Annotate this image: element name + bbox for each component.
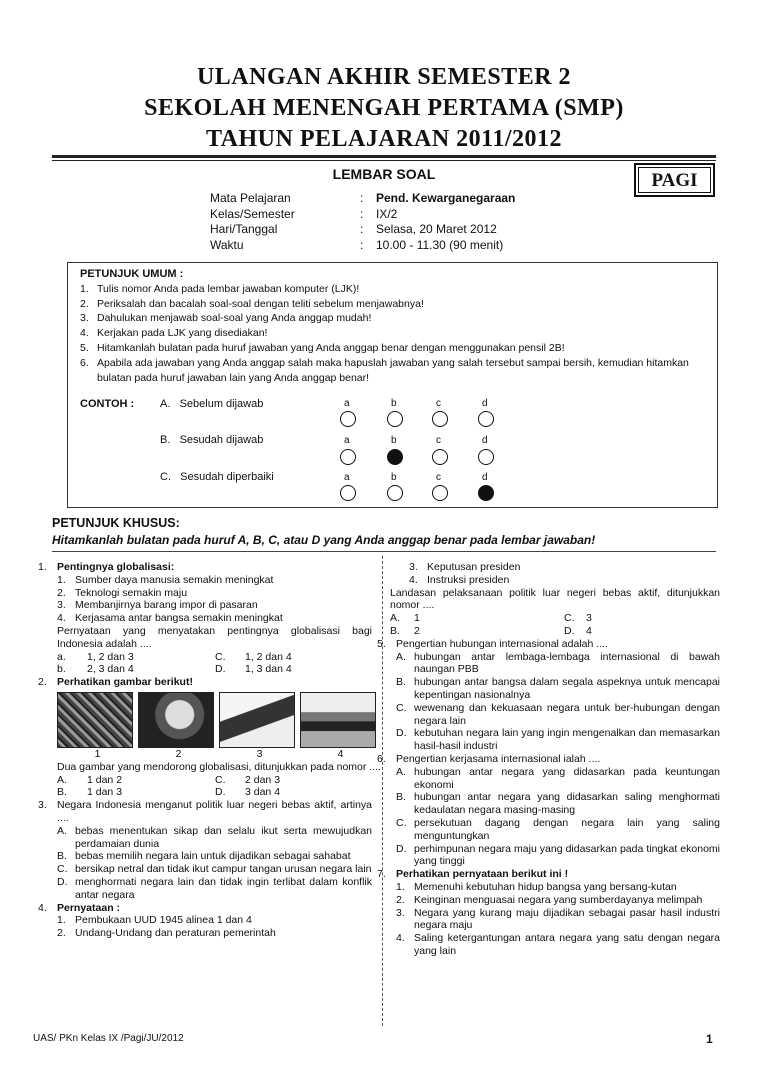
option-letter: b. [57,663,66,676]
answer-option [396,676,720,702]
answer-bubble-empty [340,485,356,501]
info-value: Pend. Kewarganegaraan [376,191,516,205]
option-text: wewenang dan kekuasaan negara untuk ber-hubungan dengan negara lain [414,701,720,727]
option-text: 4 [586,624,592,637]
info-colon: : [360,222,364,236]
answer-option [57,850,372,863]
example-letter: B. [160,434,171,446]
special-instructions-text: Hitamkanlah bulatan pada huruf A, B, C, atau D yang Anda anggap benar pada lembar jawaban! [52,533,596,547]
answer-option [57,876,372,902]
info-row [210,238,515,254]
answer-option [396,791,720,817]
questions-left-column [38,561,381,940]
contoh-label: CONTOH : [80,398,135,410]
session-badge [634,163,715,197]
option-text: 1, 2 dan 4 [245,650,292,663]
question-number: 3. [38,799,47,812]
answer-option [57,825,372,851]
option-letter: A. [57,824,67,837]
photo-numbers [57,748,381,761]
example-row-a [80,398,134,411]
option-text: 1 dan 3 [87,786,123,799]
info-value: Selasa, 20 Maret 2012 [376,222,497,236]
instruction-item [80,326,705,341]
option-text: bebas menentukan sikap dan selalu ikut serta mewujudkan perdamaian dunia [75,824,372,850]
option-text: 2, 3 dan 4 [87,663,134,676]
info-colon: : [360,237,364,252]
special-instructions-divider [52,551,716,552]
instruction-number: 1. [80,282,89,295]
statement-number: 3. [409,561,418,573]
info-row [210,191,515,207]
statement-item [57,599,372,612]
question-3 [38,799,372,901]
answer-bubble-filled [478,485,494,501]
question-stem: Dua gambar yang mendorong globalisasi, ditunjukkan pada nomor .... [57,760,381,773]
statement-item [57,927,372,940]
info-row [210,207,515,223]
statement-text: Negara yang kurang maju dijadikan sebagai pasar hasil industri negara maju [414,906,720,932]
option-letter: C. [396,701,407,714]
statement-number: 1. [396,880,405,893]
option-letter: A. [396,765,406,778]
statement-text: Keinginan menguasai negara yang sumberdayanya melimpah [414,893,703,906]
statement-text: Teknologi semakin maju [75,586,188,599]
answer-options [57,651,372,677]
option-letter: D. [215,663,226,676]
question-number: 4. [38,901,47,914]
exam-info [210,191,515,253]
option-letter-d: d [482,435,488,446]
instruction-text: Hitamkanlah bulatan pada huruf jawaban yang Anda anggap benar dengan menggunakan pensil 2B! [97,341,565,354]
answer-bubble-empty [387,485,403,501]
statement-number: 1. [57,914,66,927]
info-colon: : [360,206,364,221]
option-text: bebas memilih negara lain untuk dijadikan sebagai sahabat [75,850,351,863]
question-title: Perhatikan gambar berikut! [57,676,193,689]
statement-number: 2. [57,927,66,940]
instruction-text: Kerjakan pada LJK yang disediakan! [97,327,268,340]
option-letter: D. [396,727,407,740]
header-divider-thin [52,160,716,161]
question-4 [38,902,372,940]
photo-number: 3 [256,747,263,760]
option-letter: D. [57,875,68,888]
question-stem: Pengertian hubungan internasional adalah .... [396,637,608,650]
option-letter-a: a [344,435,350,446]
special-instructions-title: PETUNJUK KHUSUS: [52,516,180,530]
option-letter-c: c [436,472,441,483]
option-letter: D. [564,624,575,637]
option-text: 1 [414,612,420,625]
instruction-number: 2. [80,297,89,310]
option-text: 1 dan 2 [87,773,123,786]
option-letter-a: a [344,472,350,483]
info-colon: : [360,191,364,205]
option-letter: A. [396,650,406,663]
question-5 [377,638,720,753]
instruction-number: 6. [80,356,89,369]
statement-number: 3. [57,599,66,612]
answer-bubble-empty [478,449,494,465]
option-text: 3 dan 4 [245,786,281,799]
statement-text: Pembukaan UUD 1945 alinea 1 dan 4 [75,914,252,927]
statement-number: 2. [57,586,66,599]
option-letter: B. [390,624,400,637]
general-instructions-list [80,282,705,386]
option-letter-b: b [391,398,397,409]
option-text: 3 [586,612,592,625]
statement-text: Membanjirnya barang impor di pasaran [75,599,258,612]
question-4-continued [390,561,720,587]
info-key: Waktu [210,237,244,252]
option-letter: D. [215,786,226,799]
questions-right-column [377,561,720,958]
statement-item [57,914,372,927]
answer-option [396,651,720,677]
answer-bubble-empty [432,485,448,501]
answer-option [396,817,720,843]
photo-number: 4 [337,747,344,760]
statement-number: 1. [57,573,66,586]
statement-item [57,574,372,587]
option-text: persekutuan dagang dengan negara lain yang saling menguntungkan [414,816,720,842]
statement-item [409,561,720,574]
question-6 [377,753,720,868]
question-number: 5. [377,637,386,650]
statement-item [409,574,720,587]
instruction-text: Apabila ada jawaban yang Anda anggap salah maka hapuslah jawaban yang salah tersebut sampai bersih, kemudian hitamkan bulatan pada huruf jawaban lain yang Anda anggap benar! [97,356,689,384]
statement-number: 4. [409,573,418,586]
statement-number: 4. [396,932,405,945]
session-badge-label: PAGI [638,167,711,193]
question-number: 7. [377,868,386,881]
statement-text: Kerjasama antar bangsa semakin meningkat [75,612,283,625]
option-letter: B. [396,791,406,804]
instruction-item [80,297,705,312]
example-b-text [160,434,263,447]
general-instructions-title: PETUNJUK UMUM : [80,268,184,280]
answer-options [57,774,381,800]
option-text: 1, 2 dan 3 [87,650,134,663]
answer-bubble-empty [387,411,403,427]
question-number: 2. [38,676,47,689]
answer-option [396,843,720,869]
answer-bubble-empty [340,449,356,465]
instruction-number: 5. [80,341,89,354]
answer-bubble-empty [340,411,356,427]
info-key: Hari/Tanggal [210,222,278,236]
instruction-item [80,341,705,356]
instruction-item [80,282,705,297]
example-c-text [160,471,274,484]
answer-bubble-empty [432,411,448,427]
statement-item [396,894,720,907]
answer-option [396,766,720,792]
statement-text: Keputusan presiden [427,561,521,573]
option-text: hubungan antar bangsa dalam segala aspeknya untuk mencapai kepentingan nasionalnya [414,676,720,701]
option-letter-c: c [436,435,441,446]
statement-item [396,881,720,894]
example-label: Sesudah dijawab [179,434,264,446]
option-letter: C. [564,612,575,625]
header-divider-thick [52,155,716,158]
option-letter: C. [57,863,68,876]
answer-option [396,702,720,728]
statement-item [396,907,720,933]
question-stem: Negara Indonesia menganut politik luar negeri bebas aktif, artinya .... [57,799,372,824]
statement-number: 4. [57,612,66,625]
instruction-item [80,356,705,386]
option-text: kebutuhan negara lain yang ingin mengenalkan dan memasarkan hasil-hasil industri [414,727,720,753]
example-label: Sebelum dijawab [179,398,264,410]
photo-strip [57,692,381,748]
header-line-3: TAHUN PELAJARAN 2011/2012 [205,126,563,152]
info-key: Kelas/Semester [210,206,295,221]
option-text: 1, 3 dan 4 [245,663,292,676]
header-line-2: SEKOLAH MENENGAH PERTAMA (SMP) [144,95,624,121]
option-text: 2 [414,624,420,637]
option-letter: B. [57,786,67,799]
photo-4-image [300,692,376,748]
statement-text: Undang-Undang dan peraturan pemerintah [75,927,276,940]
option-text: 2 dan 3 [245,773,281,786]
option-letter-c: c [436,398,441,409]
header-line-1: ULANGAN AKHIR SEMESTER 2 [196,64,572,90]
info-value: 10.00 - 11.30 (90 menit) [376,237,504,252]
option-letter: C. [215,773,226,786]
statement-text: Instruksi presiden [427,573,510,586]
option-letter: D. [396,842,407,855]
option-letter: B. [57,850,67,863]
photo-1-image [57,692,133,748]
question-stem: Pernyataan yang menyatakan pentingnya globalisasi bagi Indonesia adalah .... [57,624,372,650]
photo-number: 1 [94,747,101,760]
option-text: hubungan antar lembaga-lembaga internasional di bawah naungan PBB [414,650,720,676]
lembar-soal-title: LEMBAR SOAL [332,166,436,182]
page-number: 1 [706,1032,713,1046]
question-2 [38,676,381,799]
option-letter: C. [215,650,226,663]
question-title: Perhatikan pernyataan berikut ini ! [396,868,569,881]
footer-code: UAS/ PKn Kelas IX /Pagi/JU/2012 [33,1033,184,1044]
option-letter: A. [57,773,67,786]
example-letter: A. [160,398,171,410]
info-value: IX/2 [376,206,398,221]
info-key: Mata Pelajaran [210,191,291,205]
question-title: Pernyataan : [57,901,121,914]
option-text: bersikap netral dan tidak ikut campur tangan urusan negara lain [75,863,372,876]
statement-text: Sumber daya manusia semakin meningkat [75,573,274,586]
option-letter-d: d [482,398,488,409]
option-text: menghormati negara lain dan tidak ingin terlibat dalam konflik antar negara [75,875,372,901]
statement-number: 2. [396,893,405,906]
statement-text: Saling ketergantungan antara negara yang satu dengan negara yang lain [414,932,720,957]
photo-2-image [138,692,214,748]
answer-options [390,612,720,638]
option-letter: B. [396,676,406,689]
question-stem: Pengertian kerjasama internasional ialah .... [396,752,601,765]
question-title: Pentingnya globalisasi: [57,561,175,573]
statement-item [57,612,372,625]
instruction-text: Tulis nomor Anda pada lembar jawaban komputer (LJK)! [97,282,360,295]
answer-bubble-filled [387,449,403,465]
question-stem: Landasan pelaksanaan politik luar negeri bebas aktif, ditunjukkan nomor .... [390,586,720,612]
statement-item [396,932,720,958]
option-text: perhimpunan negara maju yang didasarkan pada tingkat ekonomi yang tinggi [414,842,720,868]
instruction-number: 3. [80,312,89,325]
statement-text: Memenuhi kebutuhan hidup bangsa yang bersang-kutan [414,880,677,893]
option-letter: C. [396,816,407,829]
exam-header [0,62,768,155]
info-row [210,222,515,238]
option-letter-b: b [391,472,397,483]
option-letter-a: a [344,398,350,409]
statement-item [57,587,372,600]
statement-number: 3. [396,906,405,919]
question-7 [377,868,720,958]
instruction-text: Dahulukan menjawab soal-soal yang Anda anggap mudah! [97,312,372,325]
photo-3-image [219,692,295,748]
answer-bubble-empty [432,449,448,465]
option-letter: A. [390,612,400,625]
answer-option [57,863,372,876]
answer-option [396,727,720,753]
option-text: hubungan antar negara yang didasarkan saling menghormati kedaulatan negara masing-masing [414,791,720,817]
question-1 [38,561,372,676]
option-letter-d: d [482,472,488,483]
example-label: Sesudah diperbaiki [180,471,274,483]
photo-number: 2 [175,747,182,760]
option-letter-b: b [391,435,397,446]
question-number: 6. [377,752,386,765]
example-a-text [160,398,263,411]
instruction-text: Periksalah dan bacalah soal-soal dengan teliti sebelum menjawabnya! [97,297,424,310]
option-letter: a. [57,650,66,663]
question-number: 1. [38,561,47,573]
instruction-item [80,311,705,326]
example-letter: C. [160,471,171,483]
option-text: hubungan antar negara yang didasarkan pada keuntungan ekonomi [414,765,720,791]
instruction-number: 4. [80,327,89,340]
answer-bubble-empty [478,411,494,427]
